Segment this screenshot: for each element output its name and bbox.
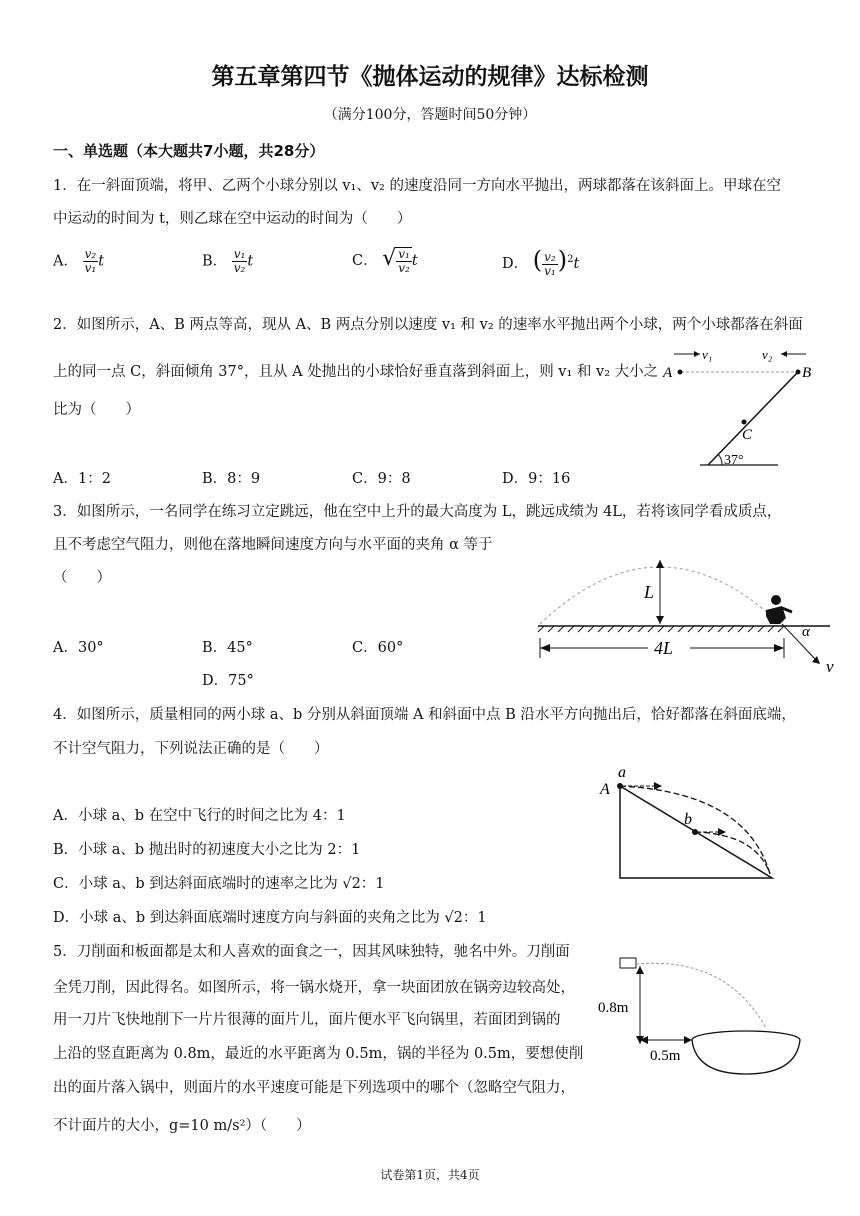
numerator: v₁	[233, 247, 246, 261]
numerator: v₂	[544, 249, 556, 264]
label-a-upper: A	[600, 781, 610, 798]
q3-line3: （ ）	[53, 570, 111, 586]
page-subtitle: （满分100分，答题时间50分钟）	[323, 107, 537, 123]
var-t: t	[573, 256, 580, 272]
q5-line2: 全凭刀削，因此得名。如图所示，将一锅水烧开，拿一块面团放在锅旁边较高处，	[53, 980, 575, 996]
fraction	[542, 251, 558, 278]
var-t: t	[411, 253, 418, 269]
var-t: t	[247, 253, 254, 270]
q3-option-d: D．75°	[202, 673, 254, 689]
dim-arrow-head-left	[540, 644, 550, 652]
dough-block	[620, 958, 636, 968]
arrow-a-head	[654, 782, 662, 790]
label-v1: v₁	[702, 347, 713, 362]
q5-figure	[596, 950, 806, 1080]
q3-option-a: A．30°	[53, 640, 104, 656]
q4-option-a: A．小球 a、b 在空中飞行的时间之比为 4：1	[53, 808, 346, 824]
q2-line1: 2．如图所示，A、B 两点等高，现从 A、B 两点分别以速度 v₁ 和 v₂ 的速率水平抛出两个小球，两个小球都落在斜面	[53, 317, 803, 333]
label-a-lower: a	[618, 764, 626, 781]
q4-option-d: D．小球 a、b 到达斜面底端时速度方向与斜面的夹角之比为 √2：1	[53, 910, 487, 926]
fraction	[232, 248, 248, 275]
q2-option-a: A．1：2	[53, 471, 111, 487]
q4-option-c: C．小球 a、b 到达斜面底端时的速率之比为 √2：1	[53, 876, 385, 892]
numerator: v₁	[398, 247, 410, 261]
option-letter: C．	[352, 253, 378, 269]
label-height: 0.8m	[598, 1000, 629, 1016]
var-t: t	[98, 253, 105, 270]
section-heading: 一、单选题（本大题共7小题，共28分）	[53, 142, 325, 160]
denominator: v₂	[233, 261, 246, 275]
q5-line4: 上沿的竖直距离为 0.8m，最近的水平距离为 0.5m，锅的半径为 0.5m，要想使削	[53, 1046, 584, 1062]
denominator: v₁	[84, 261, 97, 275]
label-4l: 4L	[654, 638, 674, 658]
label-b: B	[802, 365, 812, 381]
height-arrow-head-bottom	[656, 616, 664, 624]
q2-option-c: C．9：8	[352, 471, 411, 487]
q1-option-d	[502, 246, 579, 278]
q4-option-b: B．小球 a、b 抛出时的初速度大小之比为 2：1	[53, 842, 361, 858]
angle-arc	[718, 454, 722, 465]
point-a	[678, 370, 683, 375]
velocity-arrow	[782, 624, 816, 660]
label-l: L	[644, 582, 655, 602]
label-distance: 0.5m	[650, 1048, 681, 1064]
q5-line3: 用一刀片飞快地削下一片片很薄的面片儿，面片便水平飞向锅里，若面团到锅的	[53, 1012, 561, 1028]
q1-line1: 1．在一斜面顶端，将甲、乙两个小球分别以 v₁、v₂ 的速度沿同一方向水平抛出，两球都落在该斜面上。甲球在空	[53, 178, 781, 194]
person-icon	[766, 595, 792, 624]
q3-line2: 且不考虑空气阻力，则他在落地瞬间速度方向与水平面的夹角 α 等于	[53, 537, 493, 553]
paren-left: (	[532, 246, 543, 274]
point-c	[742, 420, 747, 425]
distance-arrow-head	[684, 1036, 692, 1044]
option-letter: D．	[502, 256, 529, 272]
label-v: v	[826, 657, 834, 676]
option-letter: A．	[53, 253, 78, 270]
label-v2: v₂	[762, 347, 773, 362]
page-footer: 试卷第1页，共4页	[380, 1168, 480, 1182]
q3-option-b: B．45°	[202, 640, 253, 656]
exponent: 2	[567, 254, 574, 266]
q3-figure	[530, 540, 850, 680]
denominator: v₁	[544, 263, 556, 278]
fraction	[396, 247, 412, 275]
q1-line2: 中运动的时间为 t，则乙球在空中运动的时间为（ ）	[53, 211, 412, 227]
denominator: v₂	[398, 261, 410, 275]
sqrt-sign: √	[382, 246, 397, 271]
slope-line	[708, 372, 798, 465]
q5-line5: 出的面片落入锅中，则面片的水平速度可能是下列选项中的哪个（忽略空气阻力，	[53, 1080, 575, 1096]
q4-figure	[596, 762, 786, 884]
q5-line1: 5．刀削面和板面都是太和人喜欢的面食之一，因其风味独特，驰名中外。刀削面	[53, 944, 570, 960]
height-arrow-head-top	[656, 560, 664, 568]
arrow-v1-head	[694, 351, 700, 357]
label-alpha: α	[802, 624, 810, 640]
noodle-trajectory	[636, 963, 766, 1028]
option-letter: B．	[202, 253, 228, 270]
fraction	[83, 248, 99, 275]
label-a: A	[663, 365, 673, 381]
q4-line2: 不计空气阻力，下列说法正确的是（ ）	[53, 741, 329, 757]
label-b-lower: b	[684, 811, 692, 828]
q1-option-b	[202, 248, 253, 275]
arrow-v2-head	[781, 351, 787, 357]
q2-option-d: D．9：16	[502, 471, 571, 487]
q5-line6: 不计面片的大小，g=10 m/s²）（ ）	[53, 1118, 311, 1134]
q4-line1: 4．如图所示，质量相同的两小球 a、b 分别从斜面顶端 A 和斜面中点 B 沿水平方向抛出后，恰好都落在斜面底端，	[53, 707, 796, 723]
q3-option-c: C．60°	[352, 640, 404, 656]
numerator: v₂	[84, 247, 97, 261]
q2-line2: 上的同一点 C，斜面倾角 37°，且从 A 处抛出的小球恰好垂直落到斜面上，则 v₁ 和 v₂ 大小之	[53, 364, 659, 380]
label-angle: 37°	[724, 453, 744, 468]
pot-body	[692, 1040, 800, 1074]
q2-option-b: B．8：9	[202, 471, 261, 487]
q1-option-c	[352, 246, 418, 275]
page-title: 第五章第四节《抛体运动的规律》达标检测	[211, 64, 649, 90]
height-arrow-head-top	[636, 966, 644, 974]
q1-option-a	[53, 248, 104, 275]
q2-figure	[658, 340, 818, 470]
q3-line1: 3．如图所示，一名同学在练习立定跳远，他在空中上升的最大高度为 L，跳远成绩为 4L，若将该同学看成质点，	[53, 504, 782, 520]
label-c: C	[742, 427, 753, 443]
q2-line3: 比为（ ）	[53, 402, 140, 418]
dim-arrow-head-right	[774, 644, 784, 652]
ground-hatch	[538, 626, 784, 632]
paren-right: )	[557, 246, 568, 274]
